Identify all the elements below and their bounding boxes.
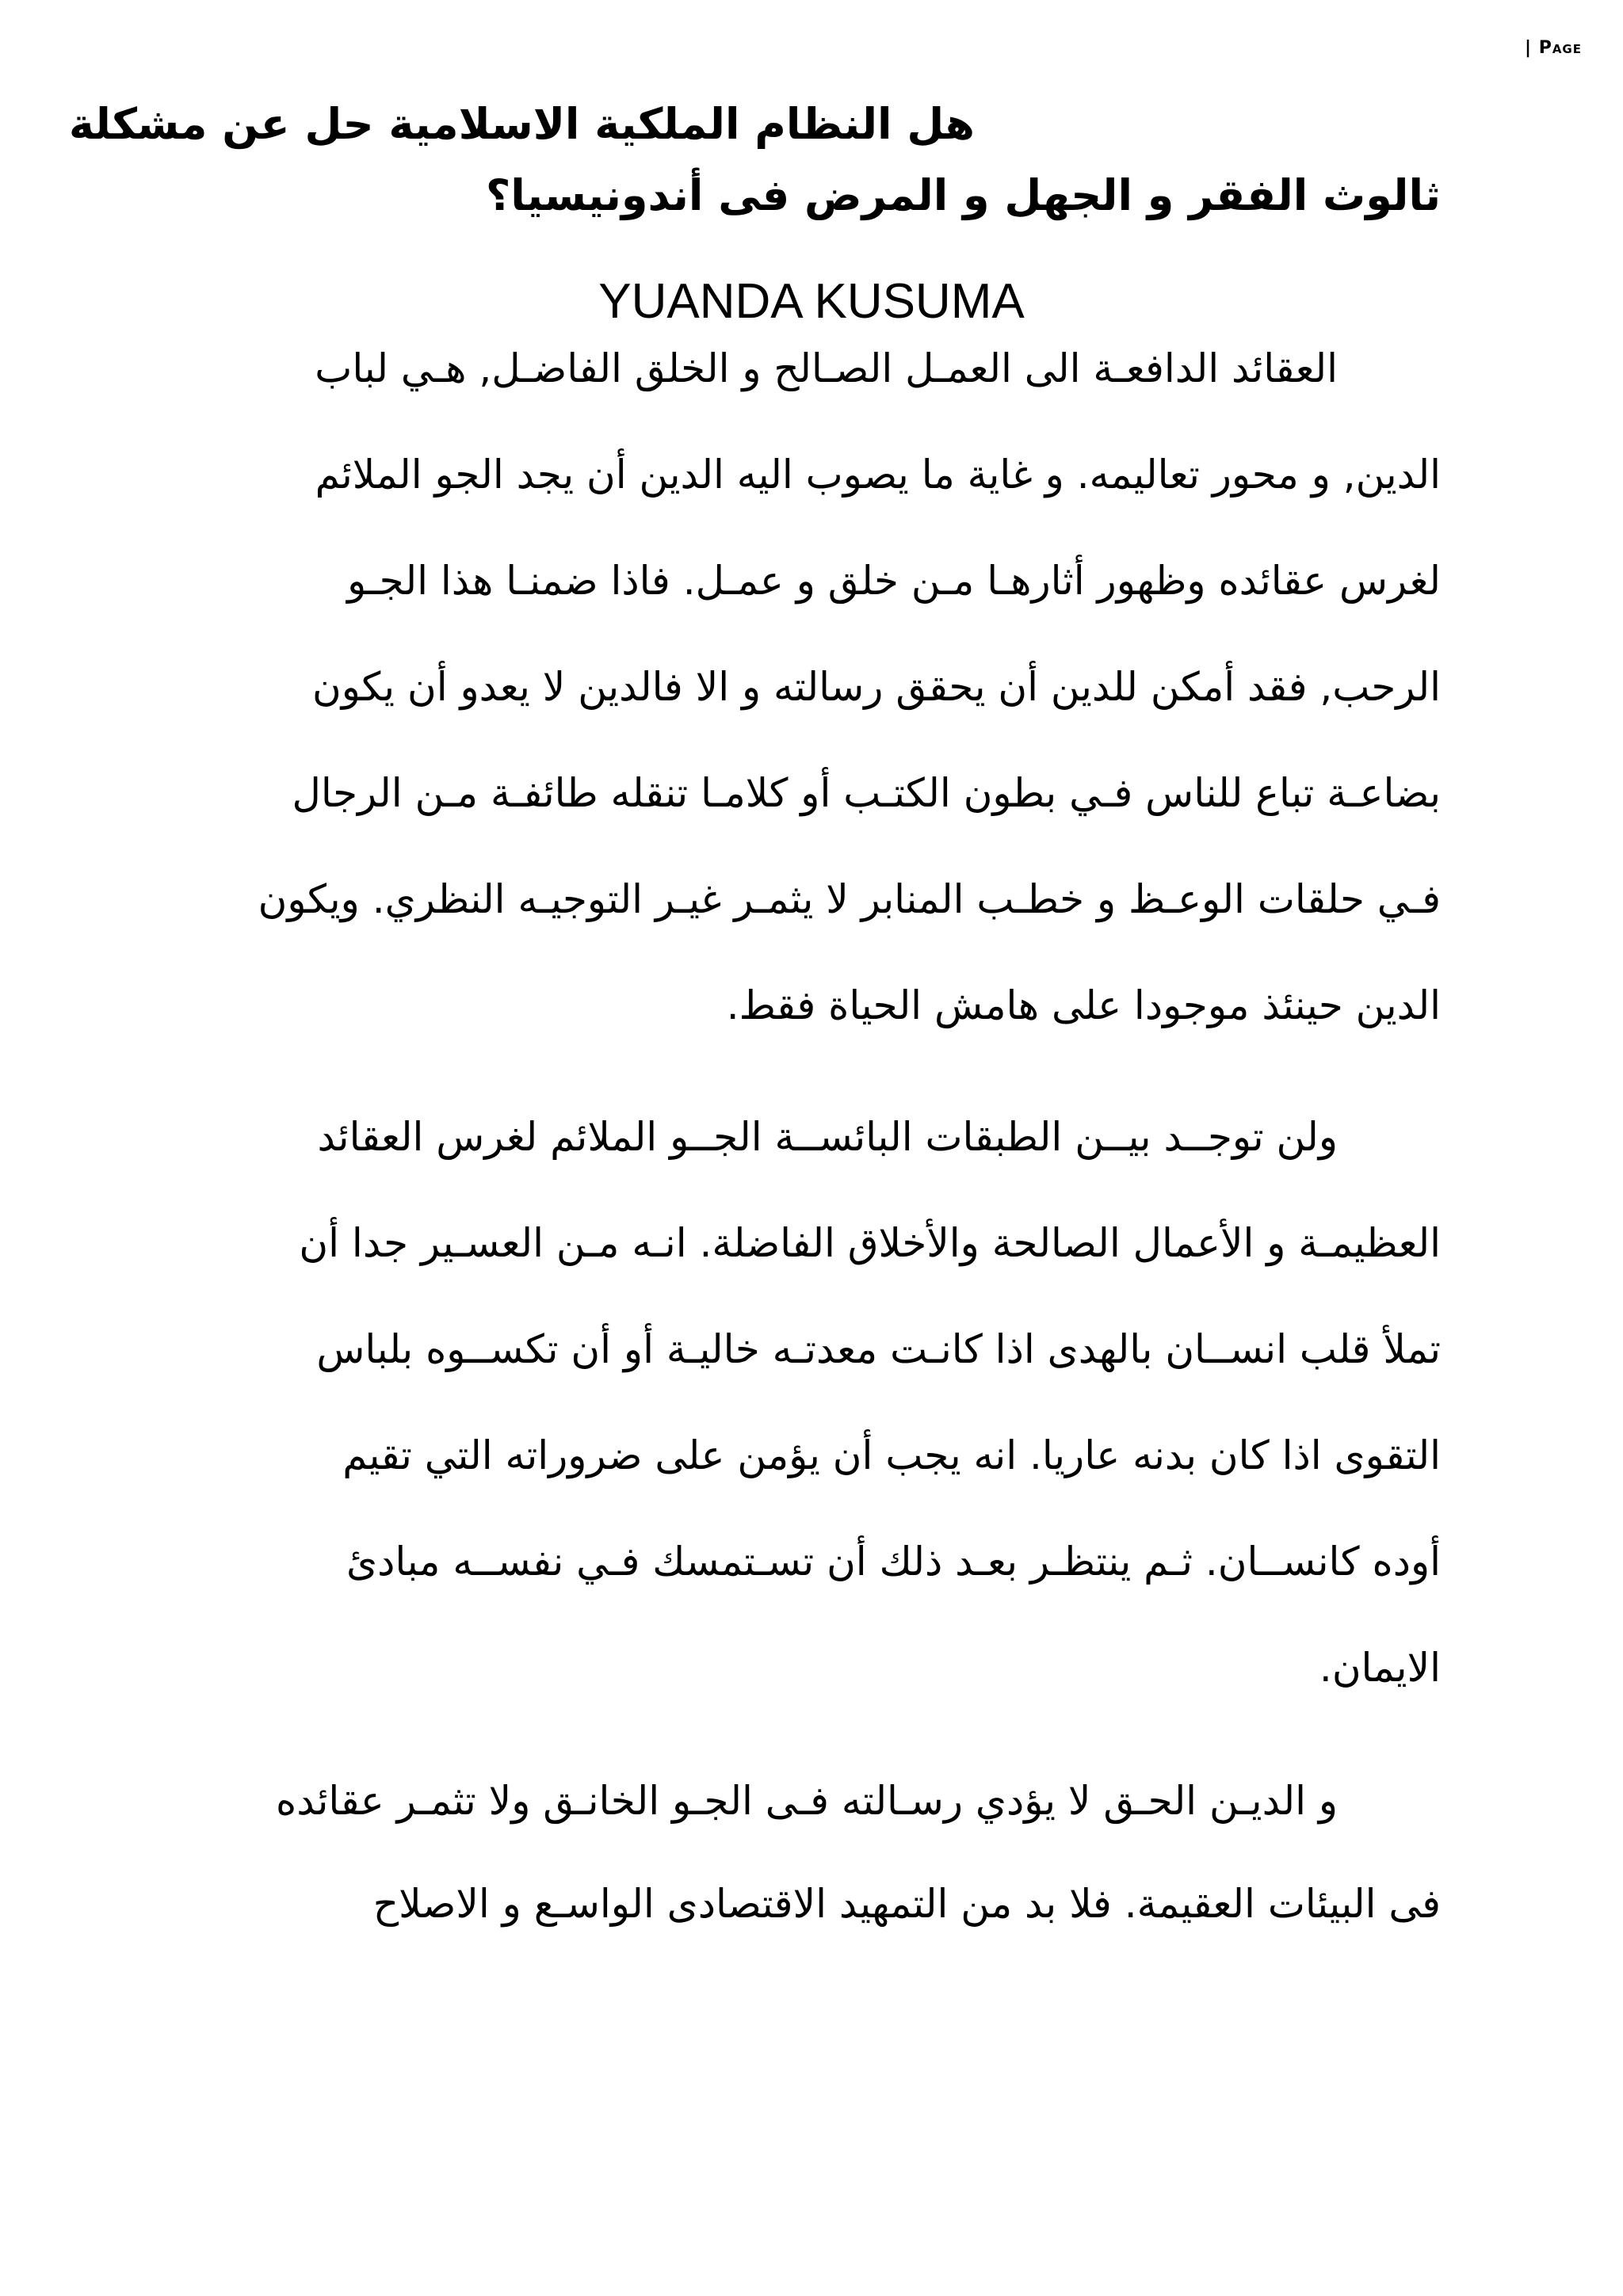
author-name [0,274,1623,329]
paragraph-line: أوده كانســان. ثـم ينتظـر بعـد ذلك أن تسـتمسك فـي نفســه مبادئ [346,1539,1441,1585]
paragraph-line: الايمان. [1319,1645,1441,1691]
page-label: | Page [1525,38,1582,58]
title-line-1: هل النظام الملكية الاسلامية حل عن مشكلة [68,99,975,149]
paragraph-line: الدين حينئذ موجودا على هامش الحياة فقط. [726,982,1441,1028]
paragraph-line: تملأ قلب انســان بالهدى اذا كانـت معدتـه خاليـة أو أن تكســوه بلباس [316,1326,1441,1372]
title-line-2: ثالوث الفقر و الجهل و المرض فى أندونيسيا؟ [485,170,1441,220]
paragraph-2 [181,1114,1441,1735]
paragraph-1 [181,345,1441,1062]
paragraph-line: و الديـن الحـق لا يؤدي رسـالته فـى الجـو الخانـق ولا تثمـر عقائده [276,1778,1338,1824]
paragraph-line: العظيمـة و الأعمال الصالحة والأخلاق الفاضلة. انـه مـن العسـير جدا أن [299,1220,1441,1266]
paragraph-3 [181,1778,1441,1955]
paragraph-line: العقائد الدافعـة الى العمـل الصـالح و الخلق الفاضـل, هـي لباب [315,345,1338,391]
paragraph-line: فى البيئات العقيمة. فلا بد من التمهيد الاقتصادى الواسـع و الاصلاح [372,1881,1441,1927]
author-text: YUANDA KUSUMA [598,274,1025,329]
paragraph-line: الرحب, فقد أمكن للدين أن يحقق رسالته و الا فالدين لا يعدو أن يكون [312,664,1441,710]
paragraph-line: التقوى اذا كان بدنه عاريا. انه يجب أن يؤمن على ضروراته التي تقيم [342,1432,1441,1478]
paragraph-line: الدين, و محور تعاليمه. و غاية ما يصوب اليه الدين أن يجد الجو الملائم [315,452,1441,498]
paragraph-line: فـي حلقات الوعـظ و خطـب المنابر لا يثمـر غيـر التوجيـه النظري. ويكون [258,876,1441,922]
paragraph-line: ولن توجــد بيــن الطبقات البائســة الجــو الملائم لغرس العقائد [317,1114,1338,1160]
paragraph-line: بضاعـة تباع للناس فـي بطون الكتـب أو كلامـا تنقله طائفـة مـن الرجال [292,770,1441,816]
paragraph-line: لغرس عقائده وظهور أثارهـا مـن خلق و عمـل. فاذا ضمنـا هذا الجـو [347,558,1441,604]
